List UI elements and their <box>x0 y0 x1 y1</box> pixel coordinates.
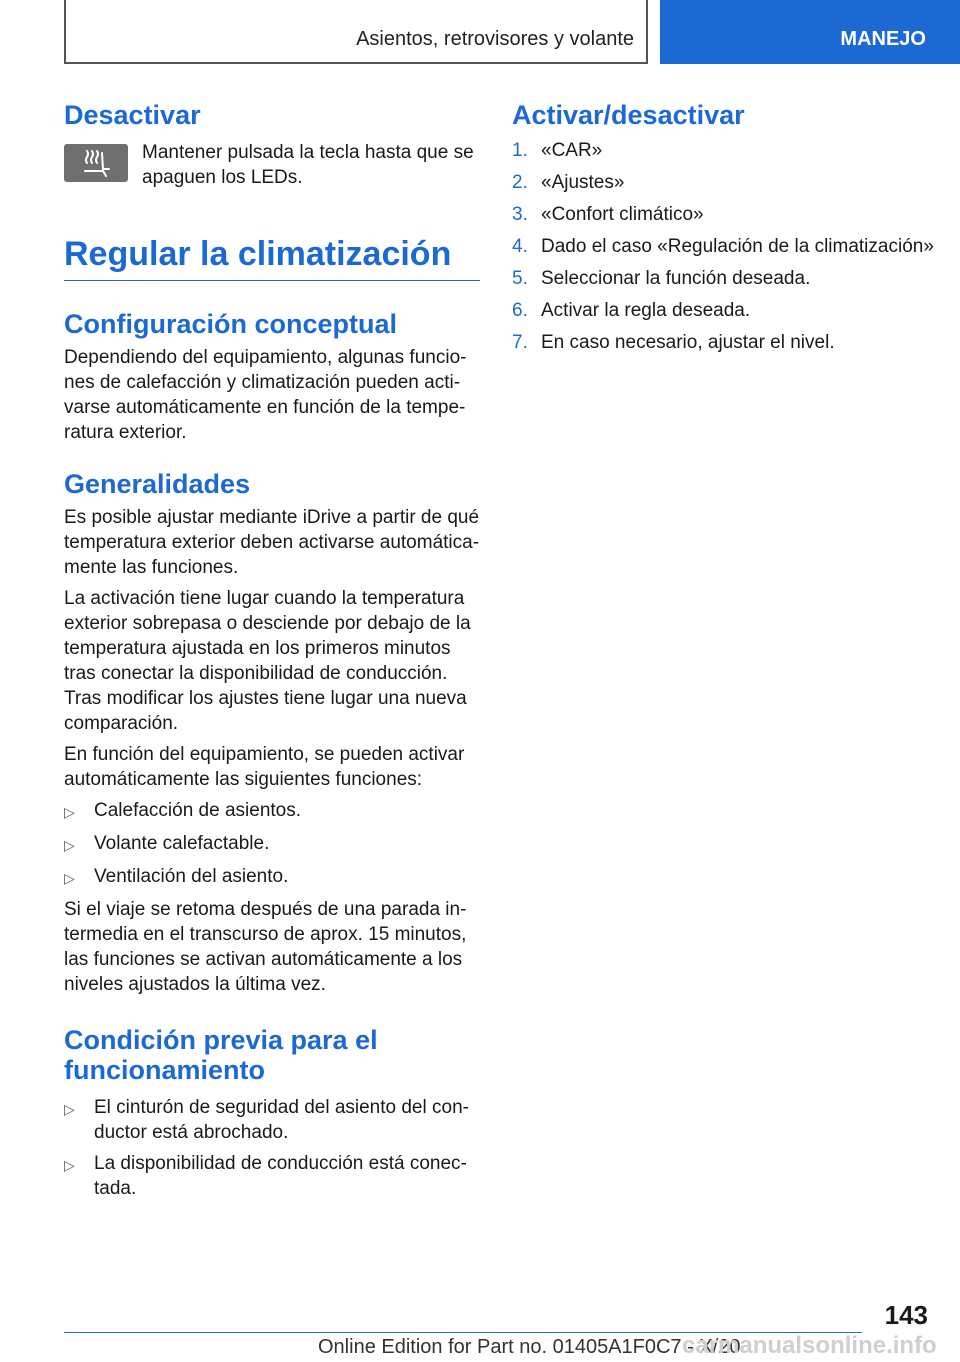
page-header <box>0 0 960 66</box>
generalidades-p2: La activación tiene lugar cuando la temperatura exterior sobrepasa o desciende por debajo de la temperatura ajustada en los primeros minutos tras conectar la disponibilidad de conducción. Tras modificar los ajustes tiene lugar una nueva comparación. <box>64 588 471 734</box>
list-item: ▷ Calefacción de asientos. <box>64 798 480 825</box>
regular-heading: Regular la climatización <box>64 234 480 281</box>
triangle-bullet-icon: ▷ <box>64 804 75 820</box>
desactivar-heading: Desactivar <box>64 100 201 130</box>
triangle-bullet-icon: ▷ <box>64 1101 75 1117</box>
watermark-text: carmanualsonline.info <box>682 1332 937 1359</box>
list-item: 7. En caso necesario, ajustar el nivel. <box>512 332 835 353</box>
generalidades-p4: Si el viaje se retoma después de una parada intermedia en el transcurso de aprox. 15 minutos, las funciones se activan automáticamente a los niveles ajustados la última vez. <box>64 899 467 995</box>
steps-list <box>512 138 932 355</box>
page-number: 143 <box>884 1300 928 1330</box>
chapter-tab <box>660 0 960 64</box>
seat-heating-icon <box>64 144 128 182</box>
condicion-heading: Condición previa para el funcionamiento <box>64 1025 378 1085</box>
generalidades-p1: Es posible ajustar mediante iDrive a partir de qué temperatura exterior deben activarse automáticamente las funciones. <box>64 507 480 578</box>
list-item: 4. Dado el caso «Regulación de la climatización» <box>512 236 934 257</box>
configuracion-text: Dependiendo del equipamiento, algunas funciones de calefacción y climatización pueden activarse automáticamente en función de la temperatura exterior. <box>64 347 467 443</box>
section-title: Asientos, retrovisores y volante <box>356 28 634 50</box>
page-footer <box>0 1290 960 1362</box>
list-item: ▷ Volante calefactable. <box>64 831 480 858</box>
list-item: 6. Activar la regla deseada. <box>512 300 751 321</box>
condicion-list <box>64 1095 480 1201</box>
triangle-bullet-icon: ▷ <box>64 1157 75 1173</box>
list-item: 2. «Ajustes» <box>512 172 625 193</box>
desactivar-text: Mantener pulsada la tecla hasta que se apaguen los LEDs. <box>142 142 474 188</box>
right-column <box>512 100 932 362</box>
activar-heading: Activar/desactivar <box>512 100 745 130</box>
list-item: 1. «CAR» <box>512 140 603 161</box>
list-item: 3. «Confort climático» <box>512 204 704 225</box>
left-column <box>64 100 480 1207</box>
edition-text: Online Edition for Part no. 01405A1F0C7 - X/20 <box>318 1336 741 1358</box>
generalidades-p3: En función del equipamiento, se pueden activar automáticamente las siguientes funciones: <box>64 744 465 790</box>
section-tab <box>64 0 648 64</box>
configuracion-heading: Configuración conceptual <box>64 309 398 339</box>
triangle-bullet-icon: ▷ <box>64 837 75 853</box>
list-item: ▷ La disponibilidad de conducción está conectada. <box>64 1153 467 1199</box>
desactivar-row <box>64 140 480 190</box>
list-item: ▷ Ventilación del asiento. <box>64 864 480 891</box>
triangle-bullet-icon: ▷ <box>64 870 75 886</box>
functions-list <box>64 798 480 891</box>
generalidades-heading: Generalidades <box>64 469 251 499</box>
list-item: ▷ El cinturón de seguridad del asiento del conductor está abrochado. <box>64 1097 469 1143</box>
list-item: 5. Seleccionar la función deseada. <box>512 268 811 289</box>
chapter-title: MANEJO <box>840 28 926 50</box>
